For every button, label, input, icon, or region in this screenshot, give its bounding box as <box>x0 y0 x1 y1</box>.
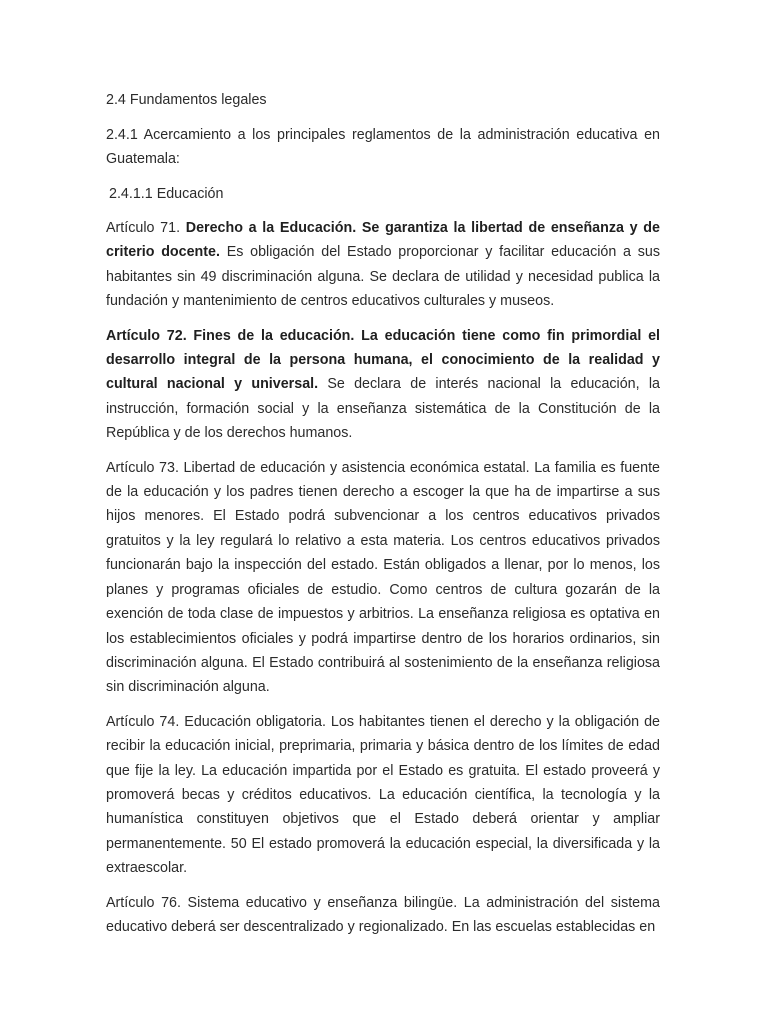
subsubsection-heading: 2.4.1.1 Educación <box>109 186 224 202</box>
article-76-paragraph: Artículo 76. Sistema educativo y enseñanza bilingüe. La administración del sistema educativo deberá ser descentralizado y regionalizado. En las escuelas establecidas en <box>106 894 660 935</box>
subsection-heading: 2.4.1 Acercamiento a los principales reglamentos de la administración educativa en Guatemala: <box>106 127 660 167</box>
article-71-paragraph <box>106 216 660 314</box>
article-71-lead: Artículo 71. <box>106 220 181 236</box>
article-71-bold: Derecho a la Educación. Se garantiza la libertad de enseñanza y de criterio docente. <box>106 220 660 261</box>
article-74-paragraph: Artículo 74. Educación obligatoria. Los habitantes tienen el derecho y la obligación de recibir la educación inicial, preprimaria, primaria y básica dentro de los límites de edad que fije la ley. La educación impartida por el Estado es gratuita. El estado proveerá y promoverá becas y créditos educativos. La educación científica, la tecnología y la humanística constituyen objetivos que el Estado deberá orientar y ampliar permanentemente. 50 El estado promoverá la educación especial, la diversificada y la extraescolar. <box>106 713 660 877</box>
article-72-paragraph <box>106 324 660 446</box>
article-71-body: Es obligación del Estado proporcionar y facilitar educación a sus habitantes sin 49 discriminación alguna. Se declara de utilidad y necesidad publica la fundación y mantenimiento de centros educativos culturales y museos. <box>106 244 660 310</box>
section-heading: 2.4 Fundamentos legales <box>106 92 267 108</box>
document-page <box>106 88 660 939</box>
article-72-bold: Artículo 72. Fines de la educación. La educación tiene como fin primordial el desarrollo integral de la persona humana, el conocimiento de la realidad y cultural nacional y universal. <box>106 327 660 393</box>
article-72-body: Se declara de interés nacional la educación, la instrucción, formación social y la enseñanza sistemática de la Constitución de la República y de los derechos humanos. <box>106 376 660 442</box>
article-73-paragraph: Artículo 73. Libertad de educación y asistencia económica estatal. La familia es fuente de la educación y los padres tienen derecho a escoger la que ha de impartirse a sus hijos menores. El Estado podrá subvencionar a los centros educativos privados gratuitos y la ley regulará lo relativo a esta materia. Los centros educativos privados funcionarán bajo la inspección del estado. Están obligados a llenar, por lo menos, los planes y programas oficiales de estudio. Como centros de cultura gozarán de la exención de toda clase de impuestos y arbitrios. La enseñanza religiosa es optativa en los establecimientos oficiales y podrá impartirse dentro de los horarios ordinarios, sin discriminación alguna. El Estado contribuirá al sostenimiento de la enseñanza religiosa sin discriminación alguna. <box>106 459 660 696</box>
